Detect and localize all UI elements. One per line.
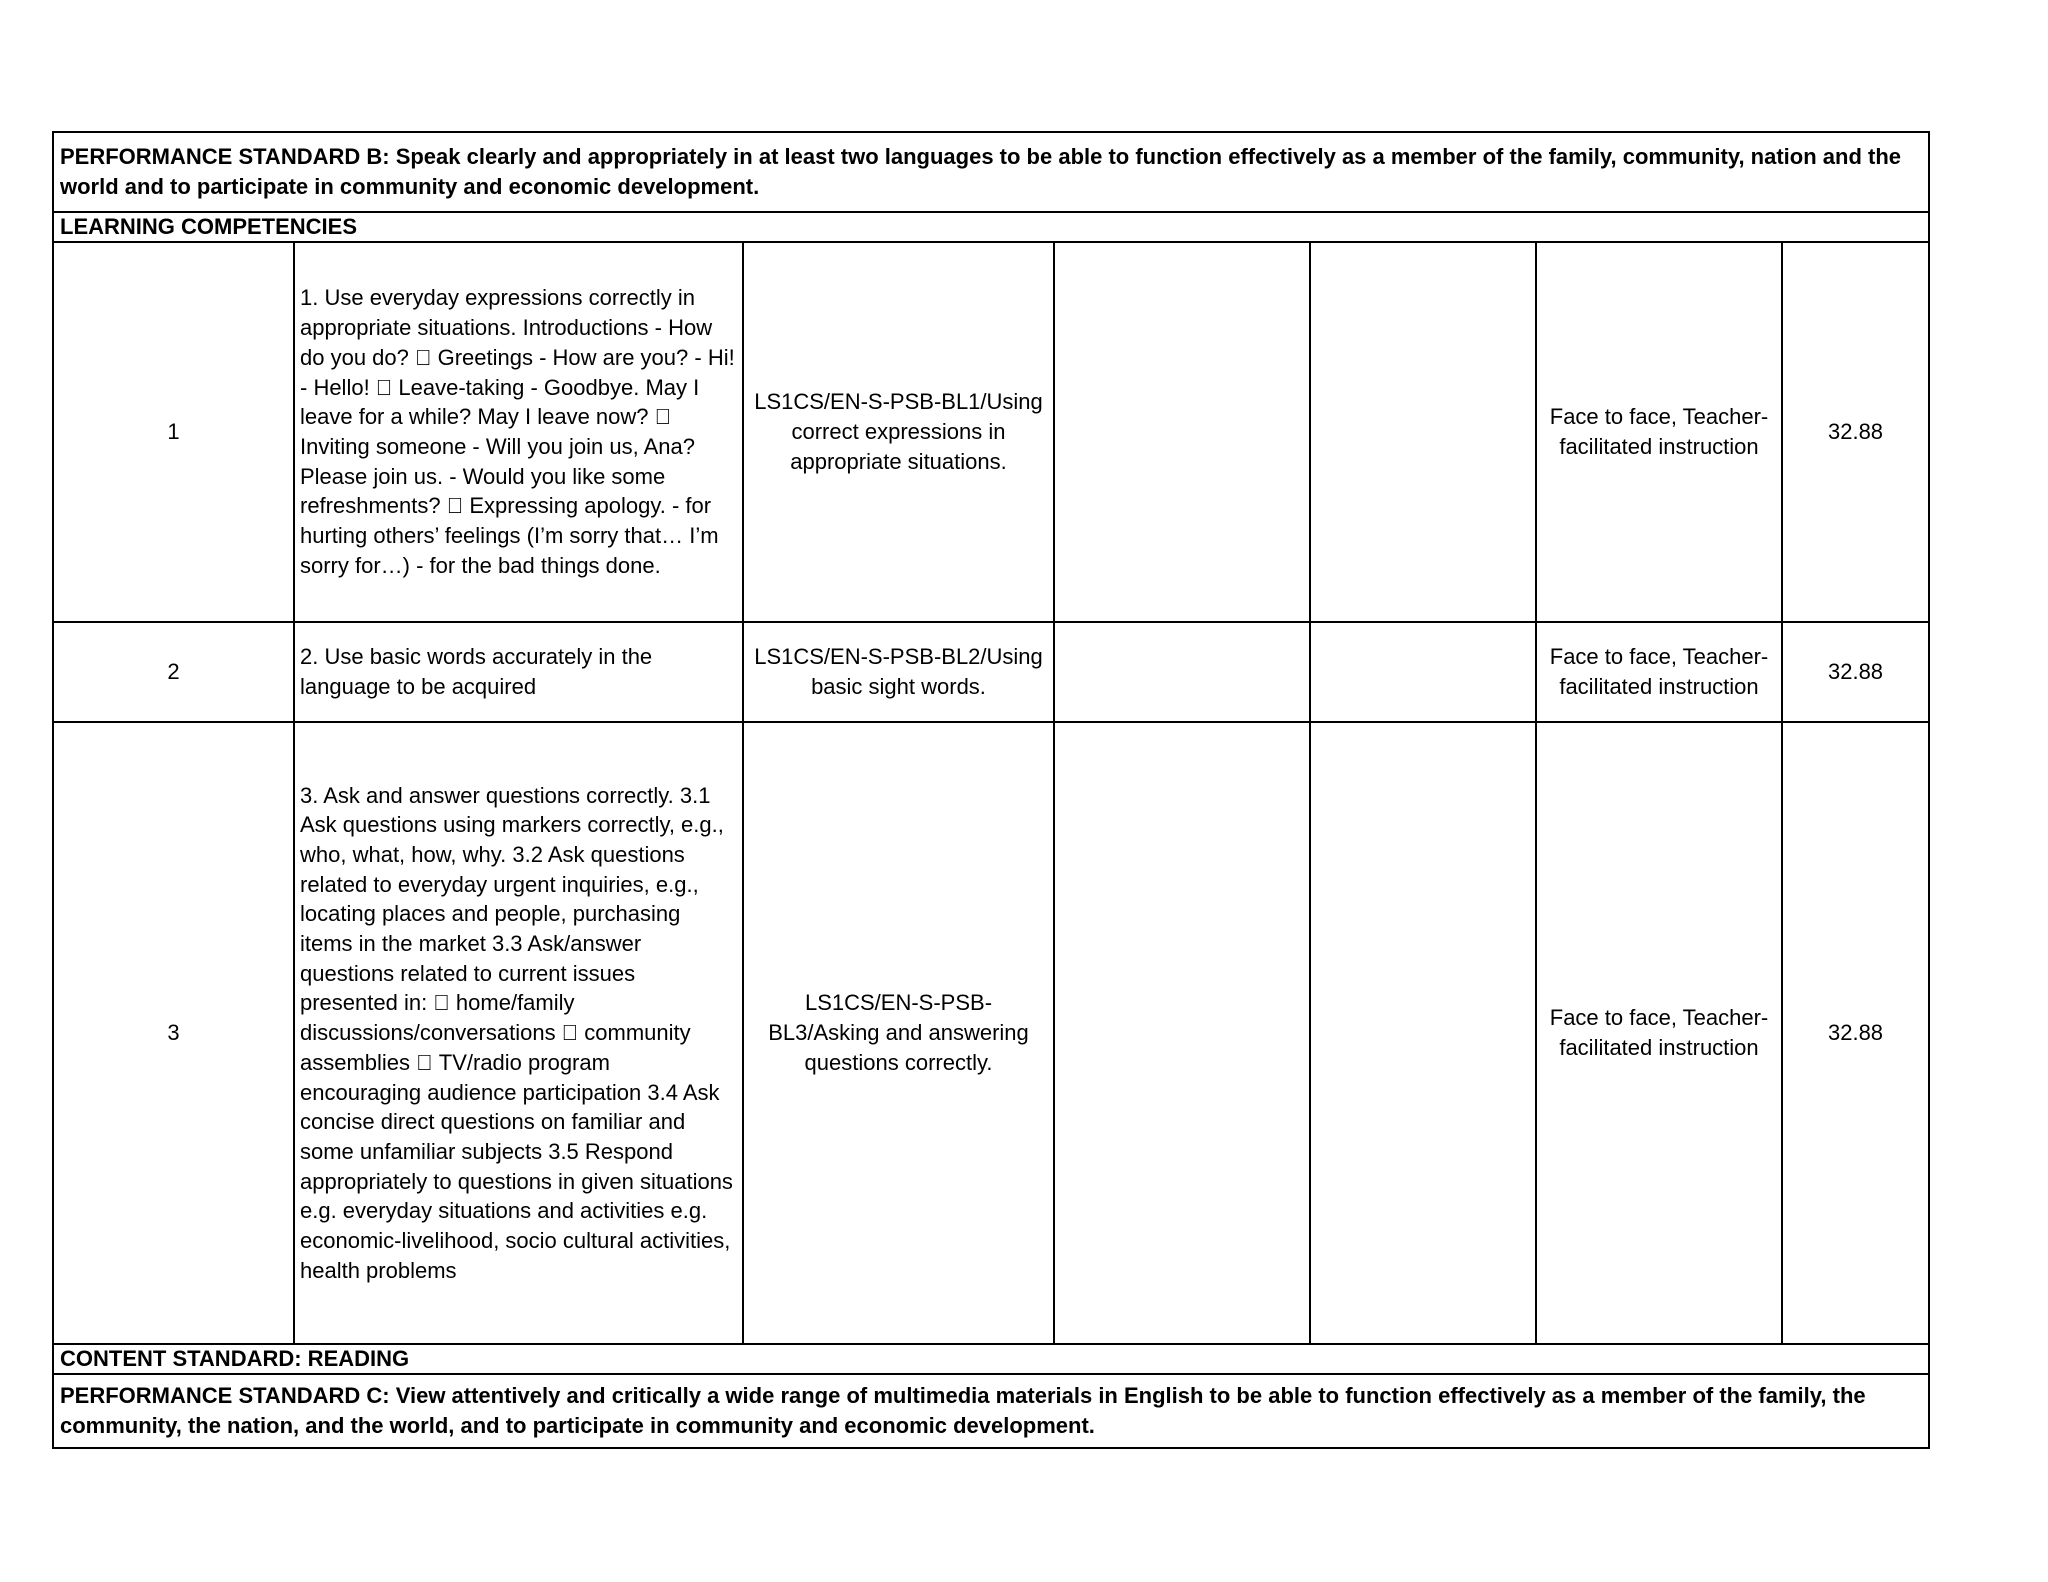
competency-code: LS1CS/EN-S-PSB-BL2/Using basic sight words.	[743, 622, 1054, 722]
table-row	[53, 722, 1929, 1344]
delivery-mode: Face to face, Teacher-facilitated instruction	[1536, 622, 1782, 722]
hours-value: 32.88	[1782, 722, 1929, 1344]
performance-standard-c-row	[53, 1374, 1929, 1448]
empty-cell	[1310, 622, 1536, 722]
table-row	[53, 242, 1929, 622]
delivery-mode: Face to face, Teacher-facilitated instruction	[1536, 242, 1782, 622]
row-number: 1	[53, 242, 294, 622]
learning-competencies-heading: LEARNING COMPETENCIES	[53, 212, 1929, 242]
row-number: 3	[53, 722, 294, 1344]
competency-table	[52, 131, 1930, 1449]
empty-cell	[1054, 242, 1310, 622]
empty-cell	[1310, 722, 1536, 1344]
empty-cell	[1310, 242, 1536, 622]
hours-value: 32.88	[1782, 622, 1929, 722]
row-number: 2	[53, 622, 294, 722]
content-standard-row	[53, 1344, 1929, 1374]
delivery-mode: Face to face, Teacher-facilitated instruction	[1536, 722, 1782, 1344]
table-row	[53, 622, 1929, 722]
learning-competencies-row	[53, 212, 1929, 242]
performance-standard-b-row	[53, 132, 1929, 212]
competency-text: 1. Use everyday expressions correctly in appropriate situations. Introductions - How do you do? Greetings - How are you? - Hi! - Hello! Leave-taking - Goodbye. May I leave for a while? May I leave now? Inviting someone - Will you join us, Ana? Please join us. - Would you like some refreshments? Expressing apology. - for hurting others’ feelings (I’m sorry that… I’m sorry for…) - for the bad things done.	[294, 242, 743, 622]
performance-standard-c: PERFORMANCE STANDARD C: View attentively and critically a wide range of multimedia materials in English to be able to function effectively as a member of the family, the community, the nation, and the world, and to participate in community and economic development.	[53, 1374, 1929, 1448]
content-standard-reading: CONTENT STANDARD: READING	[53, 1344, 1929, 1374]
empty-cell	[1054, 722, 1310, 1344]
competency-code: LS1CS/EN-S-PSB-BL3/Asking and answering questions correctly.	[743, 722, 1054, 1344]
performance-standard-b: PERFORMANCE STANDARD B: Speak clearly and appropriately in at least two languages to be able to function effectively as a member of the family, community, nation and the world and to participate in community and economic development.	[53, 132, 1929, 212]
competency-text: 3. Ask and answer questions correctly. 3.1 Ask questions using markers correctly, e.g., who, what, how, why. 3.2 Ask questions related to everyday urgent inquiries, e.g., locating places and people, purchasing items in the market 3.3 Ask/answer questions related to current issues presented in: home/family discussions/conversations community assemblies TV/radio program encouraging audience participation 3.4 Ask concise direct questions on familiar and some unfamiliar subjects 3.5 Respond appropriately to questions in given situations e.g. everyday situations and activities e.g. economic-livelihood, socio cultural activities, health problems	[294, 722, 743, 1344]
empty-cell	[1054, 622, 1310, 722]
competency-code: LS1CS/EN-S-PSB-BL1/Using correct expressions in appropriate situations.	[743, 242, 1054, 622]
hours-value: 32.88	[1782, 242, 1929, 622]
competency-text: 2. Use basic words accurately in the language to be acquired	[294, 622, 743, 722]
